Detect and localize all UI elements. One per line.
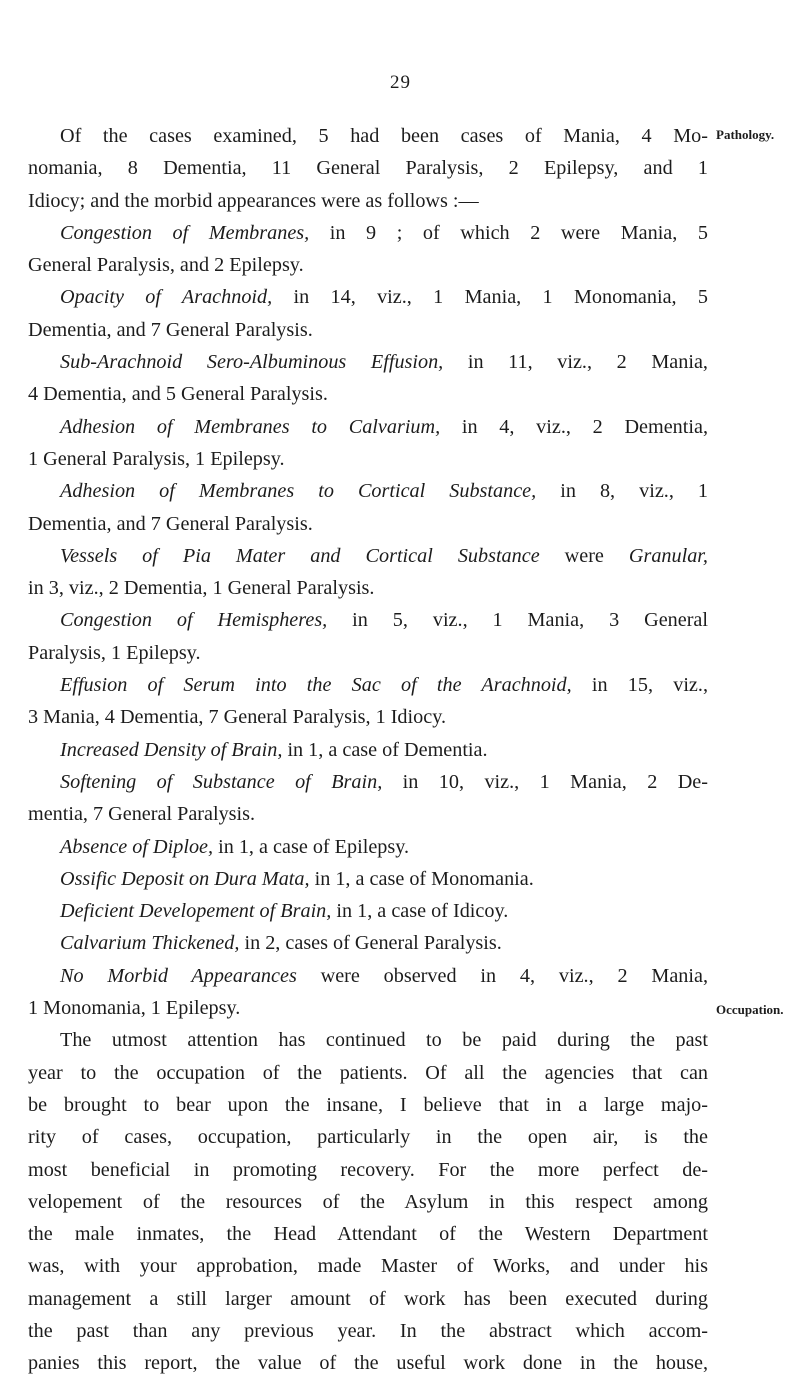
finding-title: Absence of Diploe, — [60, 835, 214, 858]
paragraph-line: panies this report, the value of the useful work done in the house, — [28, 1352, 708, 1375]
finding-title: Opacity of Arachnoid, — [60, 286, 273, 309]
finding-line: 4 Dementia, and 5 General Paralysis. — [28, 383, 328, 406]
paragraph-line: was, with your approbation, made Master of Works, and under his — [28, 1255, 708, 1278]
finding-line: Dementia, and 7 General Paralysis. — [28, 318, 313, 341]
paragraph-line: Of the cases examined, 5 had been cases of Mania, 4 Mo- — [60, 125, 708, 147]
finding-line: Opacity of Arachnoid, in 14, viz., 1 Mania, 1 Monomania, 5 — [60, 286, 708, 309]
finding-line: Ossific Deposit on Dura Mata, in 1, a case of Monomania. — [60, 867, 534, 890]
paragraph-line: be brought to bear upon the insane, I believe that in a large majo- — [28, 1093, 708, 1116]
paragraph-line: most beneficial in promoting recovery. For the more perfect de- — [28, 1158, 708, 1181]
finding-line: Adhesion of Membranes to Calvarium, in 4, viz., 2 Dementia, — [60, 415, 708, 438]
finding-line: No Morbid Appearances were observed in 4, viz., 2 Mania, — [60, 964, 708, 987]
finding-line: Paralysis, 1 Epilepsy. — [28, 641, 201, 664]
paragraph-line: velopement of the resources of the Asylum in this respect among — [28, 1190, 708, 1213]
finding-line: Dementia, and 7 General Paralysis. — [28, 512, 313, 535]
margin-note-occupation: Occupation. — [716, 1002, 784, 1017]
paragraph-line: the past than any previous year. In the abstract which accom- — [28, 1319, 708, 1342]
finding-line: Absence of Diploe, in 1, a case of Epilepsy. — [60, 835, 410, 858]
margin-note-pathology: Pathology. — [716, 127, 775, 142]
finding-line: Softening of Substance of Brain, in 10, viz., 1 Mania, 2 De- — [60, 770, 708, 793]
finding-line: mentia, 7 General Paralysis. — [28, 803, 256, 826]
finding-title: Increased Density of Brain, — [60, 738, 283, 761]
finding-title: Effusion of Serum into the Sac of the Arachnoid, — [60, 674, 572, 697]
finding-line: Congestion of Membranes, in 9 ; of which 2 were Mania, 5 — [60, 221, 708, 244]
finding-title: Sub-Arachnoid Sero-Albuminous Effusion, — [60, 351, 444, 374]
finding-line: 1 Monomania, 1 Epilepsy. — [28, 997, 241, 1020]
finding-line: General Paralysis, and 2 Epilepsy. — [28, 254, 304, 277]
paragraph-line: The utmost attention has continued to be paid during the past — [60, 1029, 708, 1052]
finding-title: Adhesion of Membranes to Calvarium, — [60, 415, 441, 438]
finding-line: Effusion of Serum into the Sac of the Arachnoid, in 15, viz., — [60, 674, 708, 697]
finding-title: Adhesion of Membranes to Cortical Substance, — [60, 480, 537, 503]
finding-line: 1 General Paralysis, 1 Epilepsy. — [28, 447, 285, 470]
finding-title-granular: Granular, — [628, 544, 708, 567]
finding-line: 3 Mania, 4 Dementia, 7 General Paralysis, 1 Idiocy. — [28, 706, 447, 729]
finding-line: Adhesion of Membranes to Cortical Substance, in 8, viz., 1 — [60, 480, 708, 503]
paragraph-line: rity of cases, occupation, particularly in the open air, is the — [28, 1126, 708, 1149]
finding-title: Ossific Deposit on Dura Mata, — [60, 867, 310, 890]
finding-title: Deficient Developement of Brain, — [60, 900, 332, 923]
finding-title: Vessels of Pia Mater and Cortical Substance — [60, 544, 540, 567]
finding-line: Sub-Arachnoid Sero-Albuminous Effusion, in 11, viz., 2 Mania, — [60, 351, 708, 374]
finding-line: Calvarium Thickened, in 2, cases of General Paralysis. — [60, 932, 502, 955]
finding-title: No Morbid Appearances — [60, 964, 297, 987]
finding-title: Congestion of Hemispheres, — [60, 609, 328, 632]
finding-line: in 3, viz., 2 Dementia, 1 General Paralysis. — [28, 577, 375, 600]
page-body — [28, 120, 708, 1380]
finding-line: Congestion of Hemispheres, in 5, viz., 1 Mania, 3 General — [60, 609, 709, 632]
paragraph-line: management a still larger amount of work has been executed during — [28, 1287, 708, 1310]
finding-line: Deficient Developement of Brain, in 1, a case of Idicoy. — [60, 900, 509, 923]
paragraph-line: Idiocy; and the morbid appearances were as follows :— — [28, 189, 479, 212]
page-number: 29 — [390, 72, 411, 93]
finding-line: Vessels of Pia Mater and Cortical Substance were Granular, — [60, 544, 708, 567]
finding-title: Softening of Substance of Brain, — [60, 770, 383, 793]
paragraph-line: nomania, 8 Dementia, 11 General Paralysis, 2 Epilepsy, and 1 — [28, 157, 708, 180]
finding-title: Congestion of Membranes, — [60, 221, 310, 244]
finding-title: Calvarium Thickened, — [60, 932, 240, 955]
paragraph-line: the male inmates, the Head Attendant of the Western Department — [28, 1223, 708, 1246]
finding-line: Increased Density of Brain, in 1, a case of Dementia. — [60, 738, 488, 761]
paragraph-line: year to the occupation of the patients. Of all the agencies that can — [28, 1061, 708, 1084]
